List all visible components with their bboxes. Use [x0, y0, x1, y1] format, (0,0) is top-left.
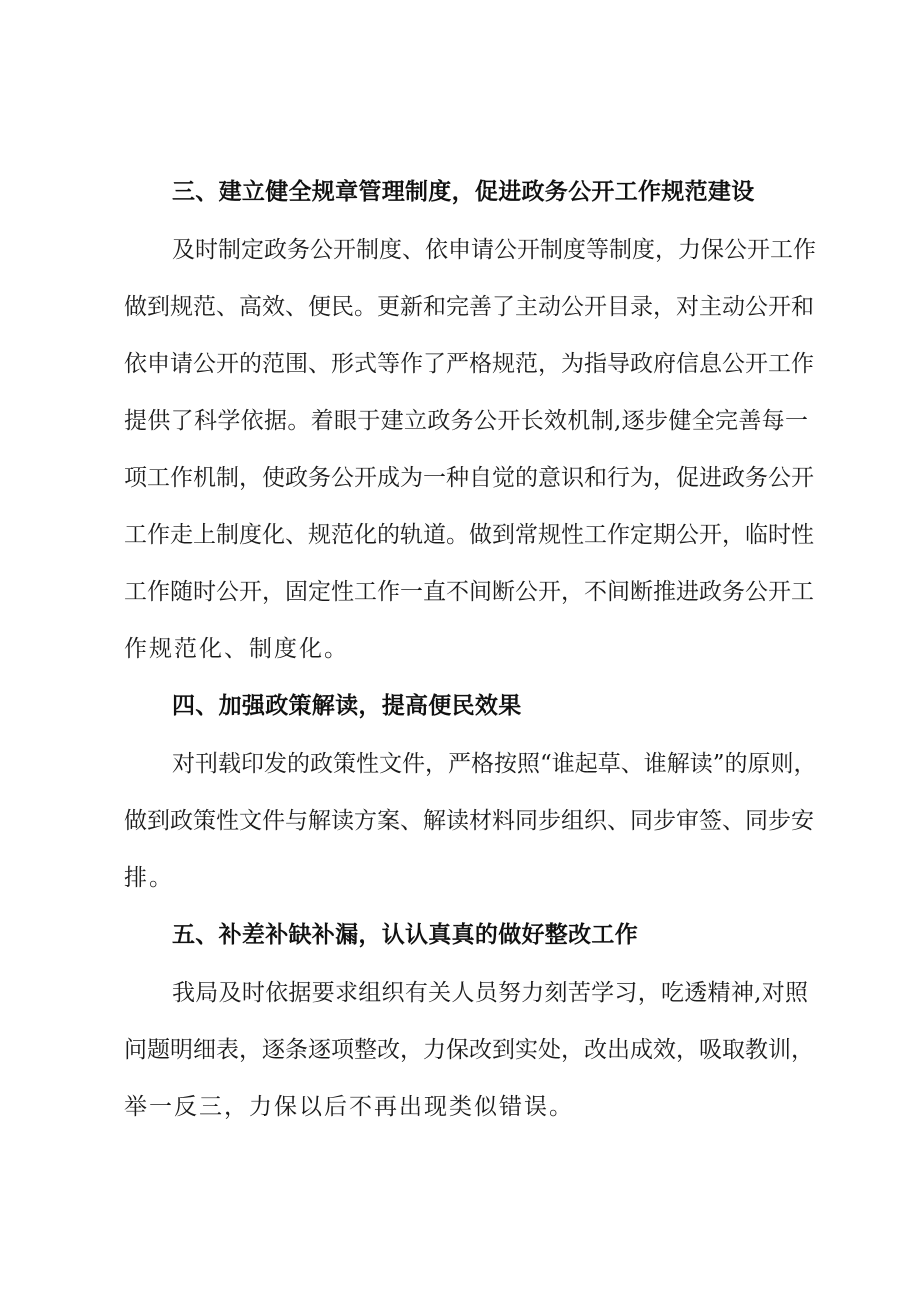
paragraph-line: 工作走上制度化、规范化的轨道。做到常规性工作定期公开，临时性 — [124, 522, 814, 548]
paragraph-line: 举一反三，力保以后不再出现类似错误。 — [124, 1094, 574, 1120]
section-heading-3: 三、建立健全规章管理制度，促进政务公开工作规范建设 — [172, 179, 755, 205]
paragraph-line: 提供了科学依据。着眼于建立政务公开长效机制,逐步健全完善每一 — [124, 408, 808, 434]
paragraph-line: 问题明细表，逐条逐项整改，力保改到实处，改出成效，吸取教训， — [124, 1037, 814, 1063]
paragraph-line: 工作随时公开，固定性工作一直不间断公开，不间断推进政务公开工 — [124, 579, 814, 605]
paragraph-line: 做到政策性文件与解读方案、解读材料同步组织、同步审签、同步安 — [124, 808, 814, 834]
section-heading-4: 四、加强政策解读，提高便民效果 — [172, 693, 522, 719]
section-heading-5: 五、补差补缺补漏，认认真真的做好整改工作 — [172, 922, 638, 948]
paragraph-line: 依申请公开的范围、形式等作了严格规范，为指导政府信息公开工作 — [124, 351, 814, 377]
paragraph-line: 对刊载印发的政策性文件，严格按照“谁起草、谁解读”的原则， — [172, 751, 817, 777]
paragraph-line: 我局及时依据要求组织有关人员努力刻苦学习，吃透精神,对照 — [172, 980, 808, 1006]
paragraph-line: 及时制定政务公开制度、依申请公开制度等制度，力保公开工作 — [172, 237, 816, 263]
paragraph-line: 做到规范、高效、便民。更新和完善了主动公开目录，对主动公开和 — [124, 294, 814, 320]
paragraph-line: 项工作机制，使政务公开成为一种自觉的意识和行为，促进政务公开 — [124, 465, 814, 491]
paragraph-line: 排。 — [124, 865, 174, 891]
paragraph-line: 作规范化、制度化。 — [124, 636, 349, 662]
